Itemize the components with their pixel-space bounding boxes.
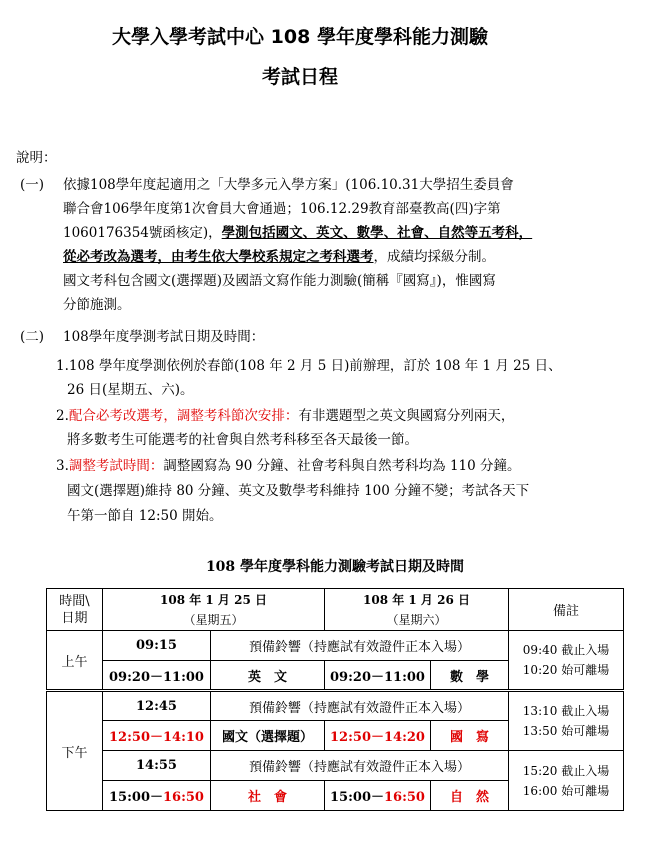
pm1-bell-time: 12:45 [103, 691, 211, 721]
pm2-note-entry-deadline: 15:20 截止入場 [522, 763, 610, 778]
day1-date: 108 年 1 月 25 日 [160, 592, 267, 607]
section1-line4 [63, 249, 495, 266]
item2-number: 2. [56, 408, 69, 424]
item2-red-text: 配合必考改選考，調整考科節次安排： [68, 408, 299, 424]
pm1-note-leave-time: 13:50 始可離場 [522, 724, 610, 738]
pm2-day1-time [103, 781, 211, 811]
pm2-day2-time-end: 16:50 [384, 790, 425, 805]
am-bell-time: 09:15 [103, 631, 211, 661]
am-day2-time: 09:20－11:00 [325, 661, 431, 691]
item2-text: 有非選題型之英文與國寫分列兩天， [298, 408, 515, 424]
section1-number: (一) [20, 177, 45, 193]
day2-date: 108 年 1 月 26 日 [363, 592, 470, 607]
pm1-day1-subject: 國文（選擇題） [211, 721, 325, 751]
pm2-day2-subject: 自 然 [431, 781, 509, 811]
am-day1-time: 09:20－11:00 [103, 661, 211, 691]
pm2-note-leave-time: 16:00 始可離場 [522, 783, 610, 798]
header-time-label: 時間\ [59, 593, 90, 609]
pm2-day1-time-start: 15:00－ [109, 790, 163, 805]
item3-text: 調整國寫為 90 分鐘、社會考科與自然考科均為 110 分鐘。 [163, 458, 521, 474]
item2-line1 [56, 408, 514, 425]
afternoon-label: 下午 [47, 691, 103, 811]
pm1-bell-text: 預備鈴響（持應試有效證件正本入場） [211, 691, 509, 721]
item1-line2: 26 日(星期五、六)。 [67, 382, 194, 398]
section1-emphasis2: 從必考改為選考，由考生依大學校系規定之考科選考 [63, 249, 374, 265]
item3-line3: 午第一節自 12:50 開始。 [67, 508, 223, 524]
section1-line2: 聯合會106學年度第1次會員大會通過；106.12.29教育部臺教高(四)字第 [63, 201, 501, 217]
document-title: 大學入學考試中心 108 學年度學科能力測驗 [112, 26, 488, 48]
pm2-note-cell [509, 751, 624, 811]
section1-line6: 分節施測。 [63, 297, 131, 313]
section1-line4-text: ，成績均採級分制。 [373, 249, 495, 265]
item3-line2: 國文(選擇題)維持 80 分鐘、英文及數學考科維持 100 分鐘不變；考試各天下 [67, 483, 530, 499]
header-date-label: 日期 [61, 610, 88, 626]
item3-red-text: 調整考試時間： [68, 458, 164, 474]
section1-line3 [63, 225, 532, 242]
pm1-day2-time: 12:50－14:20 [325, 721, 431, 751]
pm1-day2-subject: 國 寫 [431, 721, 509, 751]
table-row [47, 691, 624, 721]
am-day2-subject: 數 學 [431, 661, 509, 691]
pm2-bell-time: 14:55 [103, 751, 211, 781]
pm2-day1-time-end: 16:50 [163, 790, 204, 805]
header-time-date-cell [47, 589, 103, 631]
table-caption: 108 學年度學科能力測驗考試日期及時間 [205, 559, 465, 575]
am-note-cell [509, 631, 624, 691]
pm2-bell-text: 預備鈴響（持應試有效證件正本入場） [211, 751, 509, 781]
item3-line1 [56, 458, 521, 475]
pm2-day2-time [325, 781, 431, 811]
table-row [47, 631, 624, 661]
section2-heading: 108學年度學測考試日期及時間： [63, 329, 265, 345]
section2-number: (二) [20, 329, 45, 345]
schedule-table [46, 588, 624, 811]
morning-label: 上午 [47, 631, 103, 691]
section1-line3-text: 1060176354號函核定)， [63, 225, 222, 241]
day1-weekday: （星期五） [183, 612, 244, 627]
section1-line5: 國文考科包含國文(選擇題)及國語文寫作能力測驗(簡稱『國寫』)，惟國寫 [63, 273, 496, 289]
pm1-note-entry-deadline: 13:10 截止入場 [522, 704, 610, 718]
item3-number: 3. [56, 458, 69, 474]
description-label: 說明： [16, 150, 57, 166]
pm1-day1-time: 12:50－14:10 [103, 721, 211, 751]
pm2-day2-time-start: 15:00－ [330, 790, 384, 805]
section1-line1: 依據108學年度起適用之「大學多元入學方案」(106.10.31大學招生委員會 [63, 177, 514, 193]
am-day1-subject: 英 文 [211, 661, 325, 691]
item1-line1: 1.108 學年度學測依例於春節(108 年 2 月 5 日)前辦理，訂於 108 年 1 月 25 日、 [56, 358, 562, 374]
am-bell-text: 預備鈴響（持應試有效證件正本入場） [211, 631, 509, 661]
pm2-day1-subject: 社 會 [211, 781, 325, 811]
table-header-row [47, 589, 624, 631]
am-note-leave-time: 10:20 始可離場 [522, 663, 610, 677]
document-subtitle: 考試日程 [261, 66, 338, 88]
day1-header-cell [103, 589, 325, 631]
am-note-entry-deadline: 09:40 截止入場 [522, 643, 610, 657]
remark-header: 備註 [509, 589, 624, 631]
pm1-note-cell [509, 691, 624, 751]
section1-emphasis1: 學測包括國文、英文、數學、社會、自然等五考科， [221, 225, 533, 241]
day2-header-cell [325, 589, 509, 631]
day2-weekday: （星期六） [386, 612, 447, 627]
item2-line2: 將多數考生可能選考的社會與自然考科移至各天最後一節。 [67, 432, 418, 448]
table-row [47, 751, 624, 781]
